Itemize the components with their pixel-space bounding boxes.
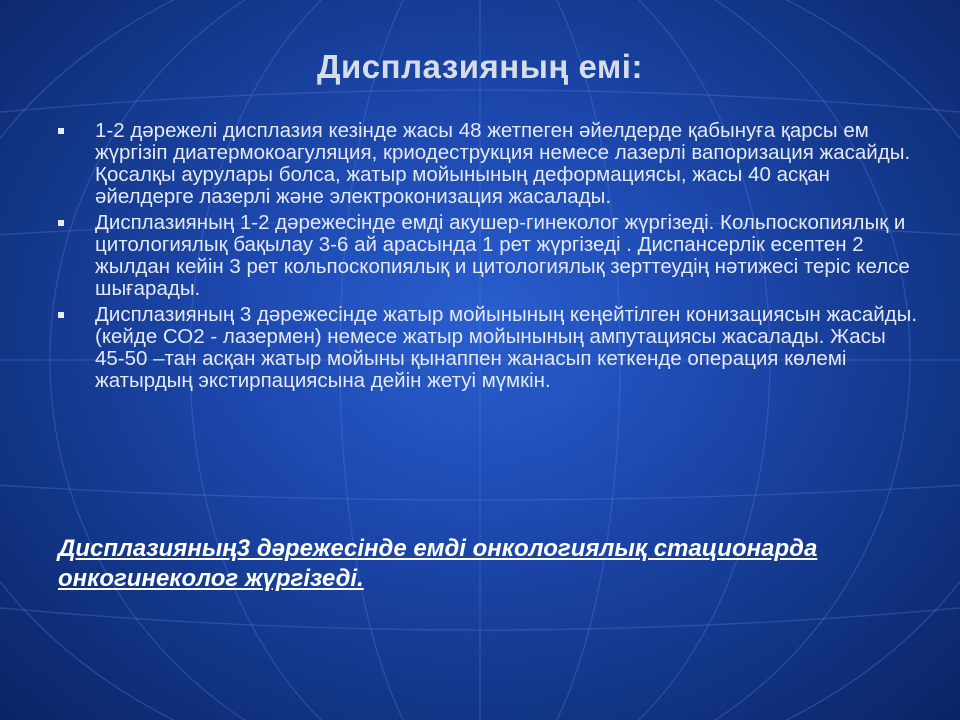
square-bullet-icon [58,128,64,134]
bullet-text: Дисплазияның 1-2 дәрежесінде емді акушер-гинеколог жүргізеді. Кольпоскопиялық и цитологиялық бақылау 3-6 ай арасында 1 рет жүргізеді . Диспансерлік есептен 2 жылдан кейін 3 рет кольпоскопиялық и цитологиялық зерттеудің нәтижесі теріс келсе шығарады. [95,211,910,300]
bullet-text: 1-2 дәрежелі дисплазия кезінде жасы 48 жетпеген әйелдерде қабынуға қарсы ем жүргізіп диатермокоагуляция, криодеструкция немесе лазерлі вапоризация жасайды. Қосалқы аурулары болса, жатыр мойынының деформациясы, жасы 40 асқан әйелдерге лазерлі және электроконизация жасалады. [95,119,911,208]
bullet-text: Дисплазияның 3 дәрежесінде жатыр мойынының кеңейтілген конизациясын жасайды. (кейде СО2 - лазермен) немесе жатыр мойынының ампутациясы жасалады. Жасы 45-50 –тан асқан жатыр мойыны қынаппен жанасып кеткенде операция көлемі жатырдың экстирпациясына дейін жетуі мүмкін. [95,303,918,392]
square-bullet-icon [58,312,64,318]
bullet-list [58,120,918,396]
conclusion-text: Дисплазияның3 дәрежесінде емді онкологиялық стационарда онкогинеколог жүргізеді. [58,535,818,592]
bullet-item [58,304,918,392]
bullet-item [58,120,918,208]
slide-title: Дисплазияның емі: [317,48,643,85]
square-bullet-icon [58,220,64,226]
bullet-item [58,212,918,300]
